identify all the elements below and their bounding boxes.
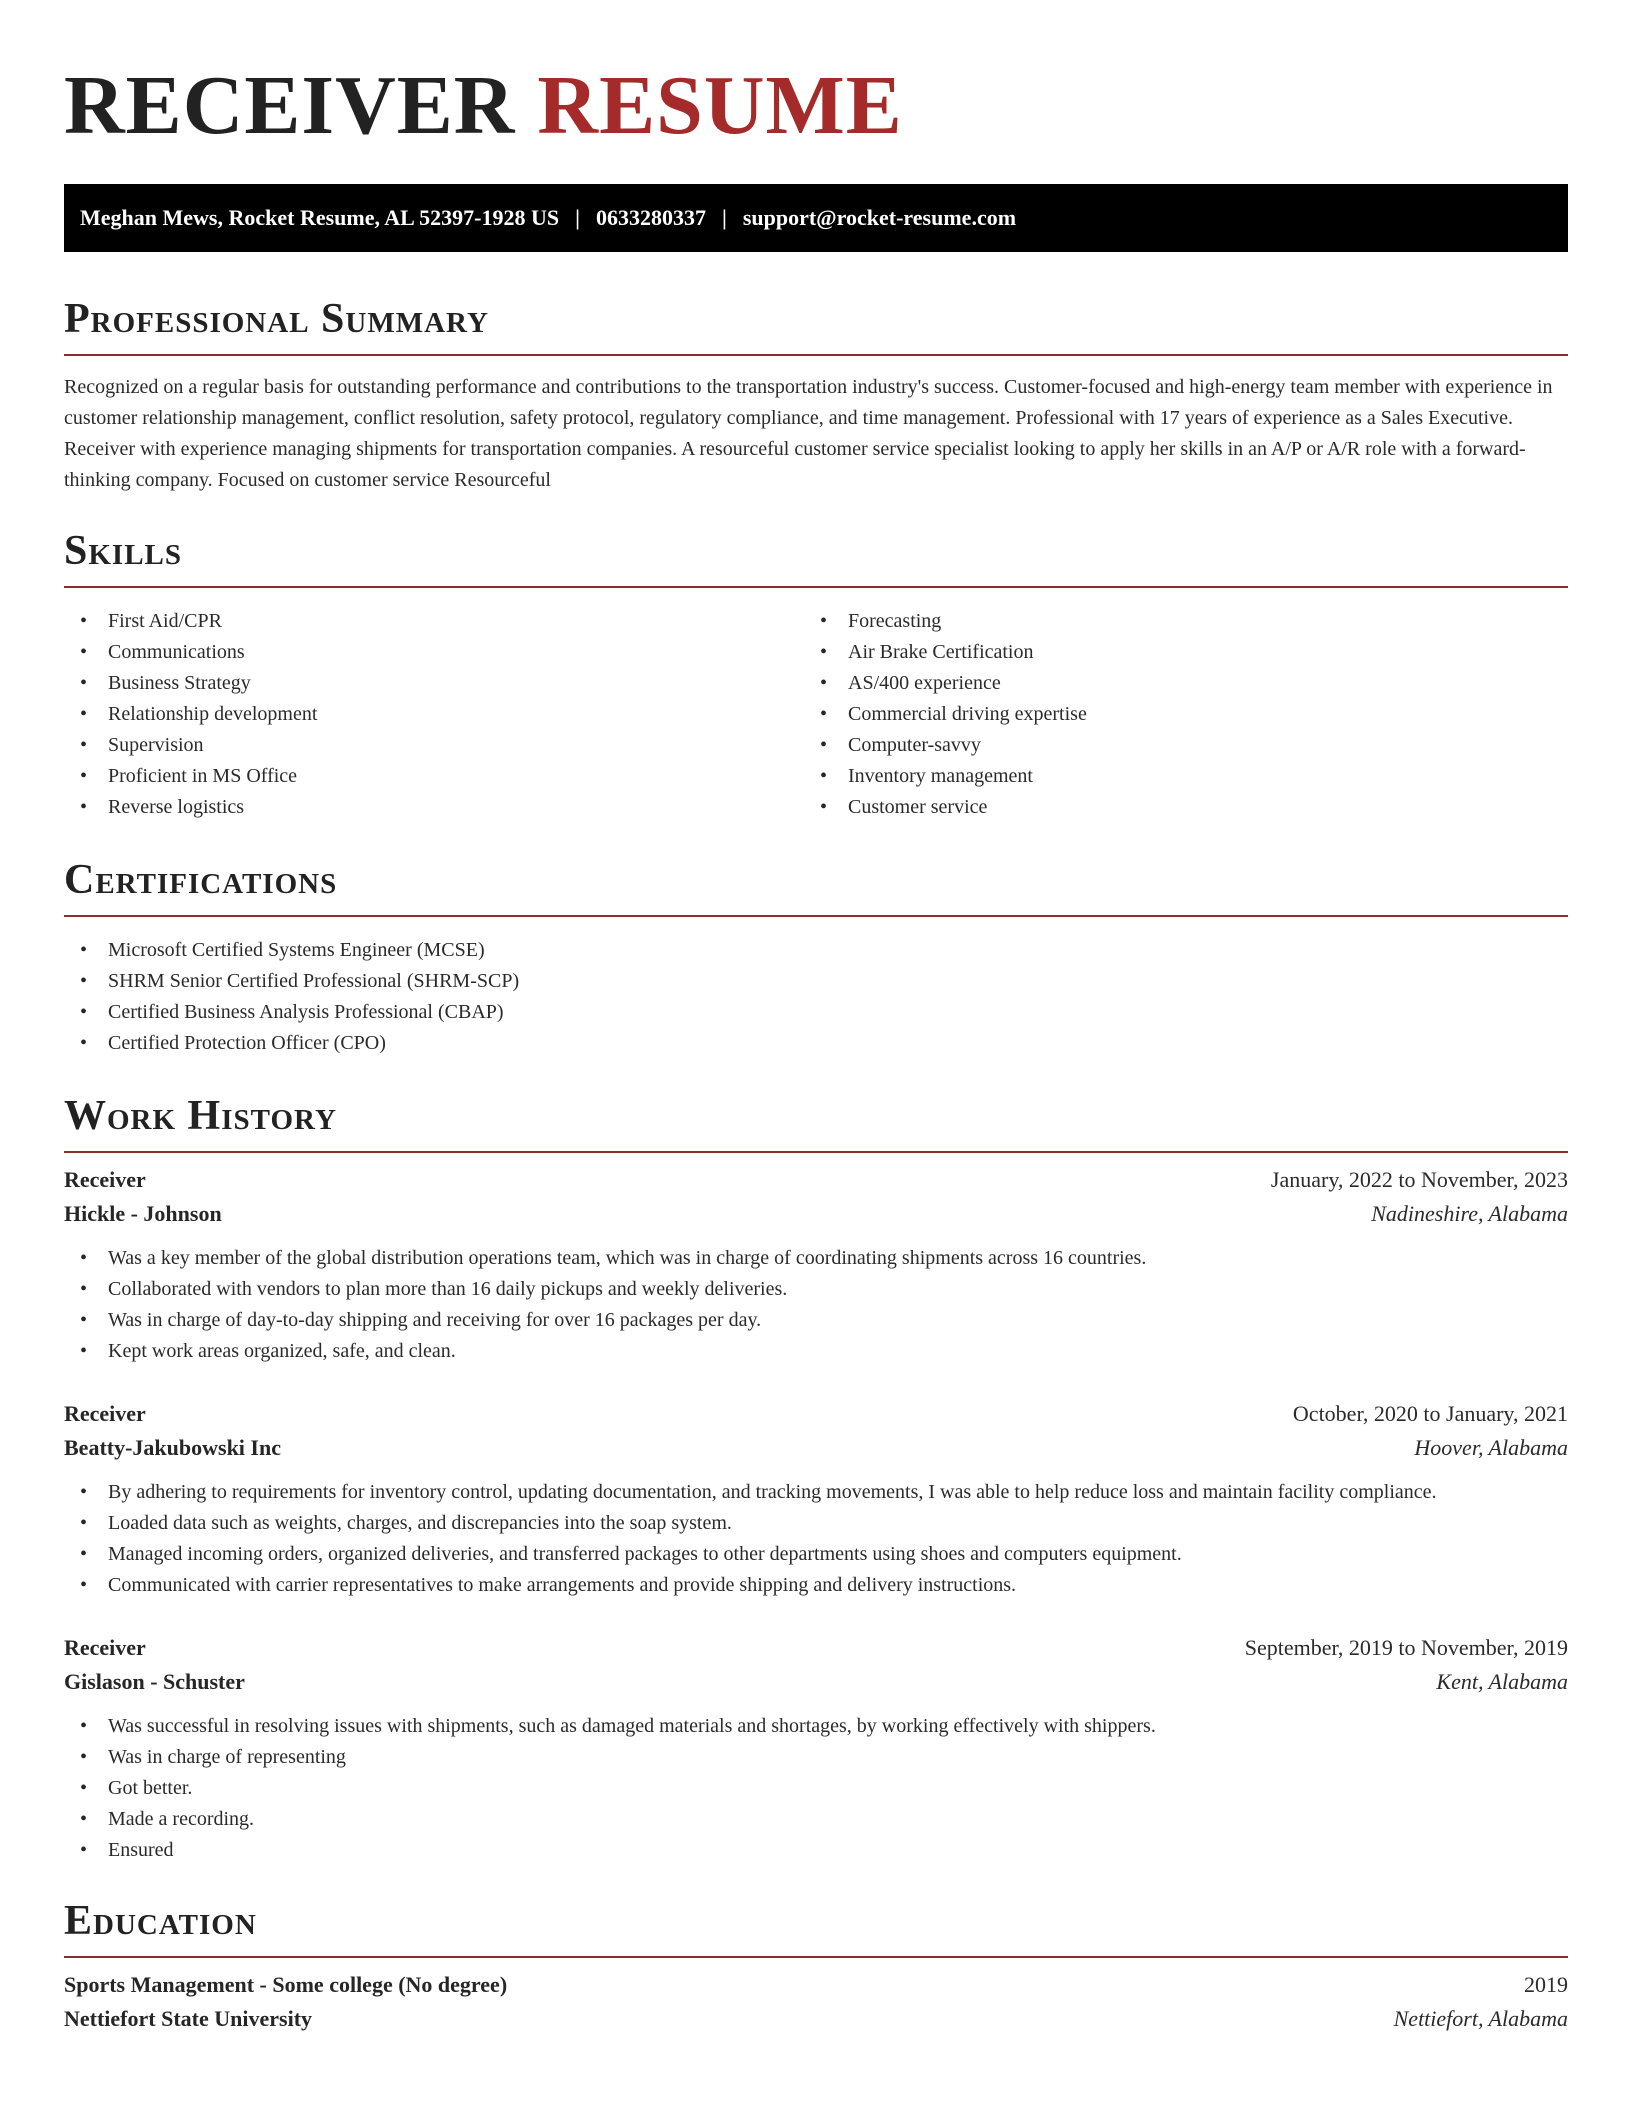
list-item: • Microsoft Certified Systems Engineer (MCSE) — [64, 935, 1568, 966]
contact-address: Meghan Mews, Rocket Resume, AL 52397-1928 US — [80, 205, 560, 230]
job-header-row — [64, 1167, 1568, 1193]
list-item: • Reverse logistics — [64, 792, 804, 823]
job-company: Hickle - Johnson — [64, 1201, 222, 1226]
section-heading: Work History — [64, 1095, 1568, 1153]
list-item: • Loaded data such as weights, charges, and discrepancies into the soap system. — [64, 1508, 1568, 1539]
job-entry — [64, 1635, 1568, 1866]
list-item: • Made a recording. — [64, 1804, 1568, 1835]
resume-title — [64, 59, 1568, 152]
list-item: • Got better. — [64, 1773, 1568, 1804]
section-heading: Education — [64, 1900, 1568, 1958]
contact-separator: | — [721, 205, 727, 230]
list-item: • Business Strategy — [64, 668, 804, 699]
list-item: • SHRM Senior Certified Professional (SHRM-SCP) — [64, 966, 1568, 997]
job-title: Receiver — [64, 1167, 146, 1192]
skills-grid — [64, 588, 1568, 823]
list-item: • Forecasting — [804, 606, 1544, 637]
education-section — [64, 1900, 1568, 2032]
list-item: • Supervision — [64, 730, 804, 761]
certifications-section — [64, 859, 1568, 1059]
job-dates: September, 2019 to November, 2019 — [1244, 1635, 1568, 1660]
list-item: • Communications — [64, 637, 804, 668]
skills-list-left — [64, 606, 804, 823]
job-bullets — [64, 1477, 1568, 1601]
list-item: • Was in charge of representing — [64, 1742, 1568, 1773]
list-item: • Computer-savvy — [804, 730, 1544, 761]
title-accent: RESUME — [537, 59, 903, 152]
job-company: Gislason - Schuster — [64, 1669, 245, 1694]
list-item: • AS/400 experience — [804, 668, 1544, 699]
list-item: • Collaborated with vendors to plan more than 16 daily pickups and weekly deliveries. — [64, 1274, 1568, 1305]
title-primary: RECEIVER — [64, 59, 516, 152]
list-item: • Was a key member of the global distribution operations team, which was in charge of coordinating shipments across 16 countries. — [64, 1243, 1568, 1274]
education-entry — [64, 1972, 1568, 2032]
skills-list-right — [804, 606, 1544, 823]
work-history-section — [64, 1095, 1568, 1866]
education-year: 2019 — [1524, 1972, 1568, 1997]
list-item: • Kept work areas organized, safe, and clean. — [64, 1336, 1568, 1367]
contact-separator: | — [575, 205, 580, 230]
list-item: • Certified Protection Officer (CPO) — [64, 1028, 1568, 1059]
education-degree: Sports Management - Some college (No degree) — [64, 1972, 508, 1997]
list-item: • Air Brake Certification — [804, 637, 1544, 668]
section-heading: Skills — [64, 530, 1568, 588]
contact-bar — [64, 184, 1568, 252]
contact-phone: 0633280337 — [595, 205, 706, 230]
job-company: Beatty-Jakubowski Inc — [64, 1435, 281, 1460]
education-school-row — [64, 2006, 1568, 2032]
job-company-row — [64, 1669, 1568, 1695]
job-dates: January, 2022 to November, 2023 — [1270, 1167, 1568, 1192]
list-item: • Was successful in resolving issues with shipments, such as damaged materials and shortages, by working effectively with shippers. — [64, 1711, 1568, 1742]
list-item: • Relationship development — [64, 699, 804, 730]
list-item: • Was in charge of day-to-day shipping and receiving for over 16 packages per day. — [64, 1305, 1568, 1336]
list-item: • Inventory management — [804, 761, 1544, 792]
list-item: • Commercial driving expertise — [804, 699, 1544, 730]
list-item: • Communicated with carrier representatives to make arrangements and provide shipping and delivery instructions. — [64, 1570, 1568, 1601]
summary-text: Recognized on a regular basis for outstanding performance and contributions to the transportation industry's success. Customer-focused and high-energy team member with experience in customer relationship management, conflict resolution, safety protocol, regulatory compliance, and time management. Professional with 17 years of experience as a Sales Executive. Receiver with experience managing shipments for transportation companies. A resourceful customer service specialist looking to apply her skills in an A/P or A/R role with a forward-thinking company. Focused on customer service Resourceful — [64, 376, 1553, 491]
job-bullets — [64, 1243, 1568, 1367]
certifications-list — [64, 935, 1568, 1059]
list-item: • First Aid/CPR — [64, 606, 804, 637]
job-title: Receiver — [64, 1635, 146, 1660]
job-entry — [64, 1167, 1568, 1367]
list-item: • By adhering to requirements for inventory control, updating documentation, and tracking movements, I was able to help reduce loss and maintain facility compliance. — [64, 1477, 1568, 1508]
job-location: Nadineshire, Alabama — [1371, 1201, 1568, 1226]
skills-section — [64, 530, 1568, 823]
education-location: Nettiefort, Alabama — [1393, 2006, 1568, 2031]
list-item: • Certified Business Analysis Professional (CBAP) — [64, 997, 1568, 1028]
job-entry — [64, 1401, 1568, 1601]
job-company-row — [64, 1201, 1568, 1227]
section-heading: Professional Summary — [64, 298, 1568, 356]
job-header-row — [64, 1635, 1568, 1661]
list-item: • Ensured — [64, 1835, 1568, 1866]
job-title: Receiver — [64, 1401, 146, 1426]
education-school: Nettiefort State University — [64, 2006, 313, 2031]
section-heading: Certifications — [64, 859, 1568, 917]
job-dates: October, 2020 to January, 2021 — [1292, 1401, 1568, 1426]
contact-email: support@rocket-resume.com — [742, 205, 1017, 230]
summary-section — [64, 298, 1568, 496]
job-location: Hoover, Alabama — [1414, 1435, 1568, 1460]
job-header-row — [64, 1401, 1568, 1427]
job-bullets — [64, 1711, 1568, 1866]
job-company-row — [64, 1435, 1568, 1461]
job-location: Kent, Alabama — [1436, 1669, 1568, 1694]
list-item: • Managed incoming orders, organized deliveries, and transferred packages to other departments using shoes and computers equipment. — [64, 1539, 1568, 1570]
list-item: • Proficient in MS Office — [64, 761, 804, 792]
education-degree-row — [64, 1972, 1568, 1998]
list-item: • Customer service — [804, 792, 1544, 823]
